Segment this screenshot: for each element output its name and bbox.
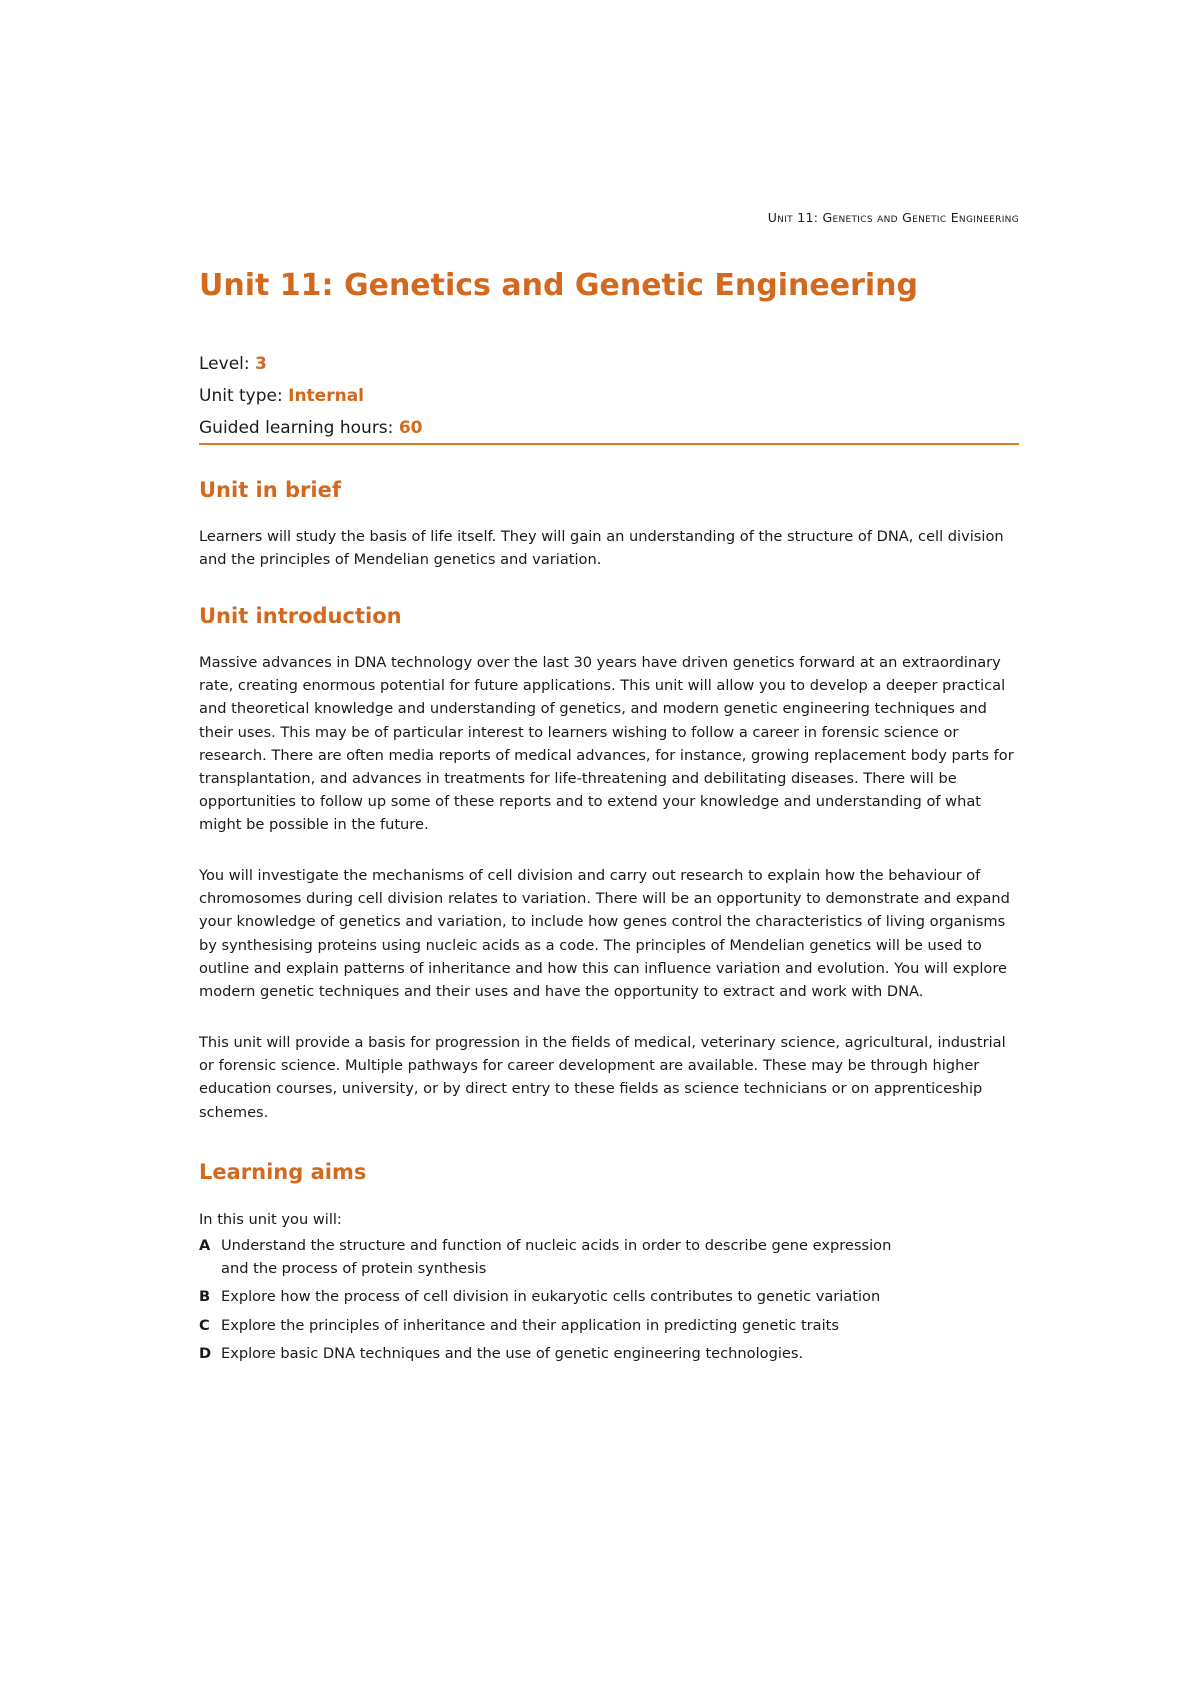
unit-type-value: Internal — [288, 386, 364, 406]
intro-paragraph-1: Massive advances in DNA technology over the last 30 years have driven genetics forward at an extraordinary rate, creating enormous potential for future applications. This unit will allow you to develop a deeper practical and theoretical knowledge and understanding of genetics, and modern genetic engineering techniques and their uses. This may be of particular interest to learners wishing to follow a career in forensic science or research. There are often media reports of medical advances, for instance, growing replacement body parts for transplantation, and advances in treatments for life-threatening and debilitating diseases. There will be opportunities to follow up some of these reports and to extend your knowledge and understanding of what might be possible in the future. — [199, 654, 1014, 834]
aim-text: Explore how the process of cell division in eukaryotic cells contributes to genetic variation — [221, 1288, 881, 1306]
intro-paragraph-3: This unit will provide a basis for progression in the fields of medical, veterinary science, agricultural, industrial or forensic science. Multiple pathways for career development are available. These may be through higher education courses, university, or by direct entry to these fields as science technicians or on apprenticeship schemes. — [199, 1034, 1006, 1121]
level-label: Level: — [199, 354, 250, 374]
glh-value: 60 — [398, 418, 423, 438]
aim-letter: B — [199, 1288, 211, 1306]
list-item-aim-d — [199, 1342, 919, 1365]
level-line — [199, 348, 1019, 380]
list-item-aim-b — [199, 1285, 919, 1308]
glh-label: Guided learning hours: — [199, 418, 394, 438]
intro-paragraph-2: You will investigate the mechanisms of cell division and carry out research to explain how the behaviour of chromosomes during cell division relates to variation. There will be an opportunity to demonstrate and expand your knowledge of genetics and variation, to include how genes control the characteristics of living organisms by synthesising proteins using nucleic acids as a code. The principles of Mendelian genetics will be used to outline and explain patterns of inheritance and how this can influence variation and evolution. You will explore modern genetic techniques and their uses and have the opportunity to extract and work with DNA. — [199, 867, 1010, 1001]
section-heading-introduction: Unit introduction — [199, 604, 402, 628]
aim-letter: A — [199, 1237, 211, 1254]
aim-letter: C — [199, 1316, 210, 1334]
aim-text: Explore the principles of inheritance and their application in predicting genetic traits — [221, 1316, 839, 1334]
unit-type-line — [199, 380, 1019, 412]
brief-paragraph: Learners will study the basis of life itself. They will gain an understanding of the structure of DNA, cell division and the principles of Mendelian genetics and variation. — [199, 528, 1004, 569]
aims-intro: In this unit you will: — [199, 1211, 342, 1228]
level-value: 3 — [255, 354, 267, 374]
section-heading-brief: Unit in brief — [199, 478, 341, 502]
aim-text: Explore basic DNA techniques and the use of genetic engineering technologies. — [221, 1344, 804, 1362]
list-item-aim-a — [199, 1234, 919, 1280]
unit-meta — [199, 348, 1019, 444]
running-header: Unit 11: Genetics and Genetic Engineering — [767, 210, 1019, 225]
aim-letter: D — [199, 1344, 212, 1362]
glh-line — [199, 412, 1019, 444]
section-heading-aims: Learning aims — [199, 1160, 367, 1184]
divider-rule — [199, 443, 1019, 445]
list-item-aim-c — [199, 1314, 919, 1337]
learning-aims-list — [199, 1234, 919, 1370]
aim-text: Understand the structure and function of nucleic acids in order to describe gene expression and the process of protein synthesis — [221, 1237, 892, 1278]
unit-type-label: Unit type: — [199, 386, 283, 406]
page-title: Unit 11: Genetics and Genetic Engineering — [199, 268, 918, 303]
